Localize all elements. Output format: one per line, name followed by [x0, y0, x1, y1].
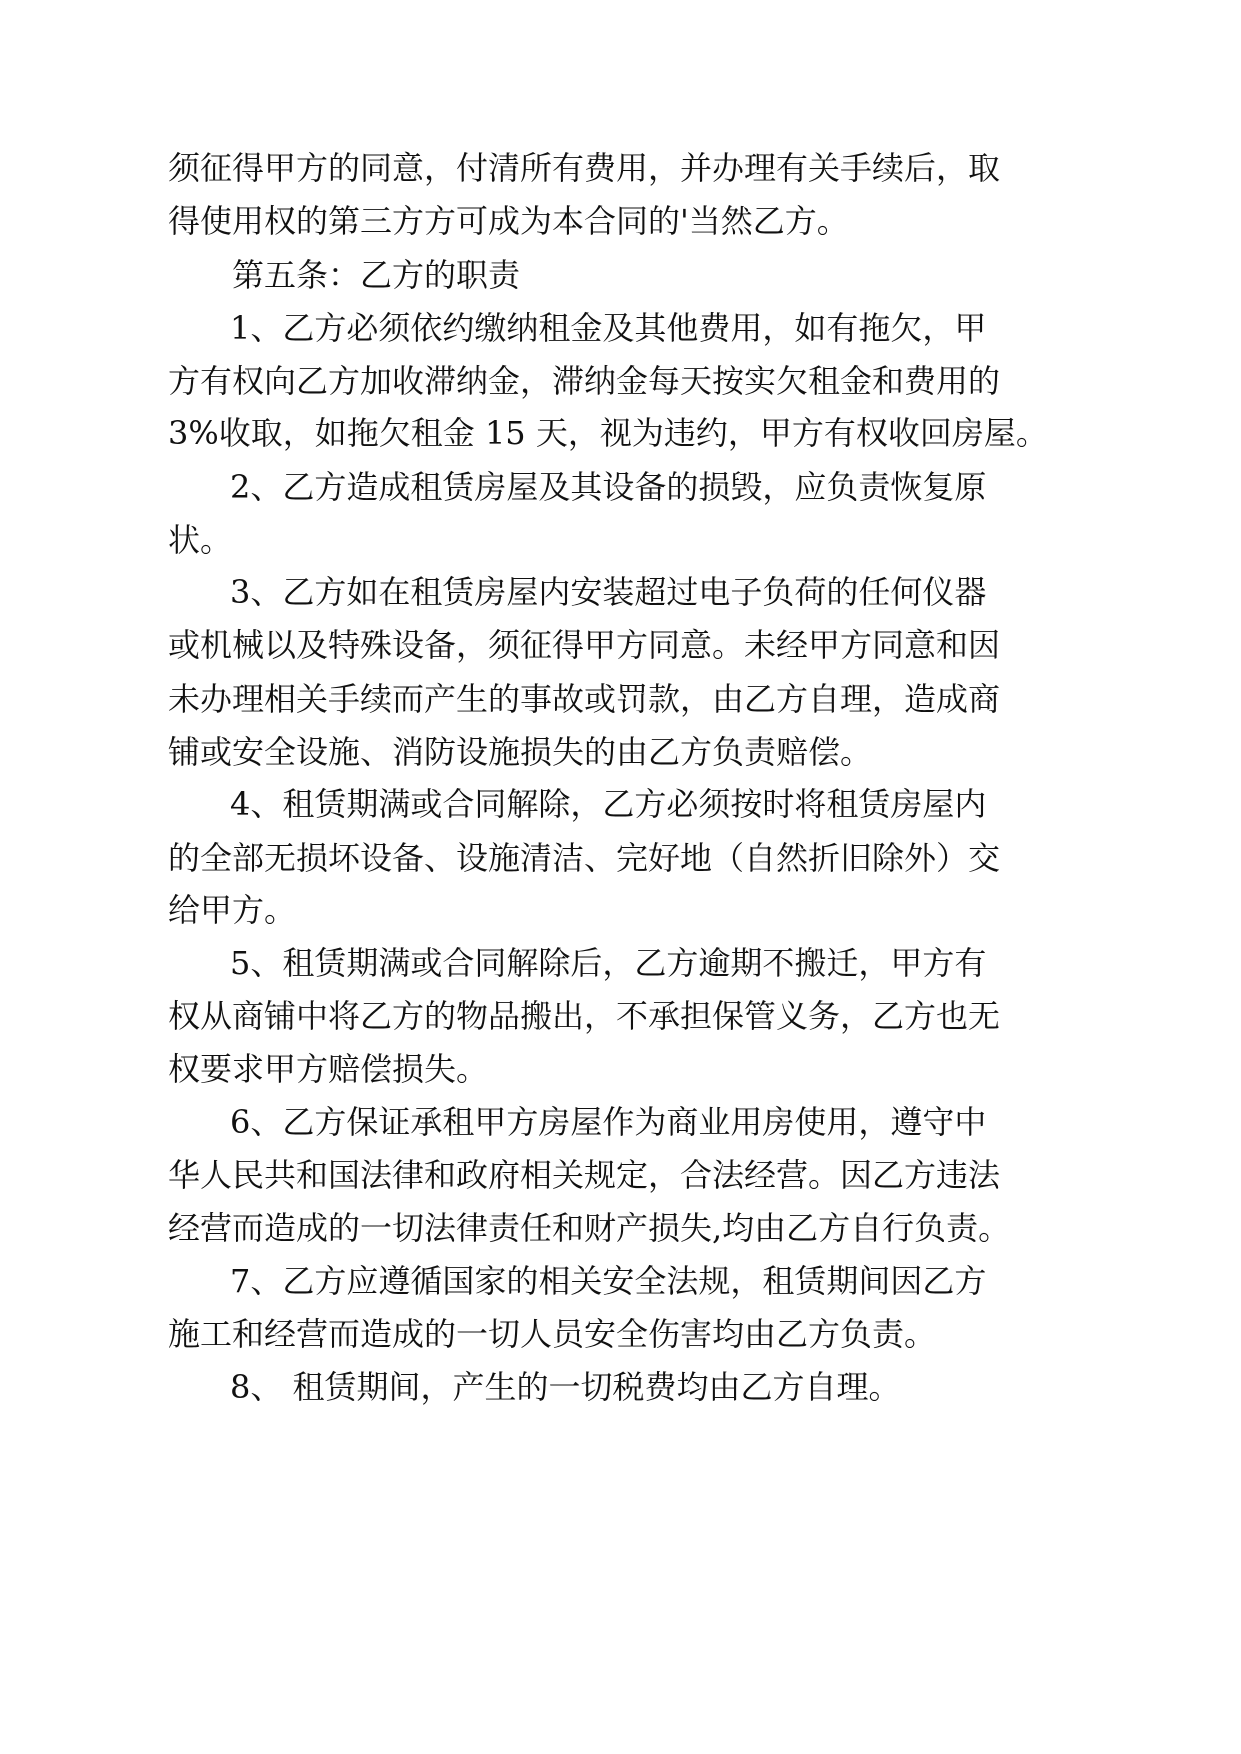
text-line: 6、乙方保证承租甲方房屋作为商业用房使用，遵守中 [230, 1103, 987, 1141]
text-line: 权从商铺中将乙方的物品搬出，不承担保管义务，乙方也无 [168, 997, 1001, 1035]
text-line: 或机械以及特殊设备，须征得甲方同意。未经甲方同意和因 [168, 626, 1001, 664]
text-line: 状。 [168, 521, 233, 559]
text-line: 2、乙方造成租赁房屋及其设备的损毁，应负责恢复原 [230, 468, 987, 506]
text-line: 给甲方。 [168, 891, 297, 929]
section-heading: 第五条：乙方的职责 [232, 256, 521, 294]
text-line: 经营而造成的一切法律责任和财产损失,均由乙方自行负责。 [168, 1209, 1011, 1247]
text-line: 4、租赁期满或合同解除，乙方必须按时将租赁房屋内 [230, 785, 987, 823]
text-line: 须征得甲方的同意，付清所有费用，并办理有关手续后，取 [168, 149, 1001, 187]
text-line: 的全部无损坏设备、设施清洁、完好地（自然折旧除外）交 [168, 839, 1001, 877]
text-line: 施工和经营而造成的一切人员安全伤害均由乙方负责。 [168, 1315, 937, 1353]
text-line: 权要求甲方赔偿损失。 [168, 1050, 489, 1088]
text-line: 未办理相关手续而产生的事故或罚款，由乙方自理，造成商 [168, 680, 1001, 718]
text-line: 得使用权的第三方方可成为本合同的'当然乙方。 [168, 202, 849, 240]
text-line: 方有权向乙方加收滞纳金，滞纳金每天按实欠租金和费用的 [168, 362, 1001, 400]
text-line: 1、乙方必须依约缴纳租金及其他费用，如有拖欠，甲 [230, 309, 987, 347]
text-line: 5、租赁期满或合同解除后，乙方逾期不搬迁，甲方有 [230, 944, 987, 982]
text-line: 3%收取，如拖欠租金 15 天，视为违约，甲方有权收回房屋。 [168, 414, 1048, 452]
text-line: 铺或安全设施、消防设施损失的由乙方负责赔偿。 [168, 733, 873, 771]
text-line: 8、 租赁期间，产生的一切税费均由乙方自理。 [230, 1368, 901, 1406]
text-line: 3、乙方如在租赁房屋内安装超过电子负荷的任何仪器 [230, 573, 987, 611]
text-line: 7、乙方应遵循国家的相关安全法规，租赁期间因乙方 [230, 1262, 987, 1300]
text-line: 华人民共和国法律和政府相关规定，合法经营。因乙方违法 [168, 1156, 1001, 1194]
